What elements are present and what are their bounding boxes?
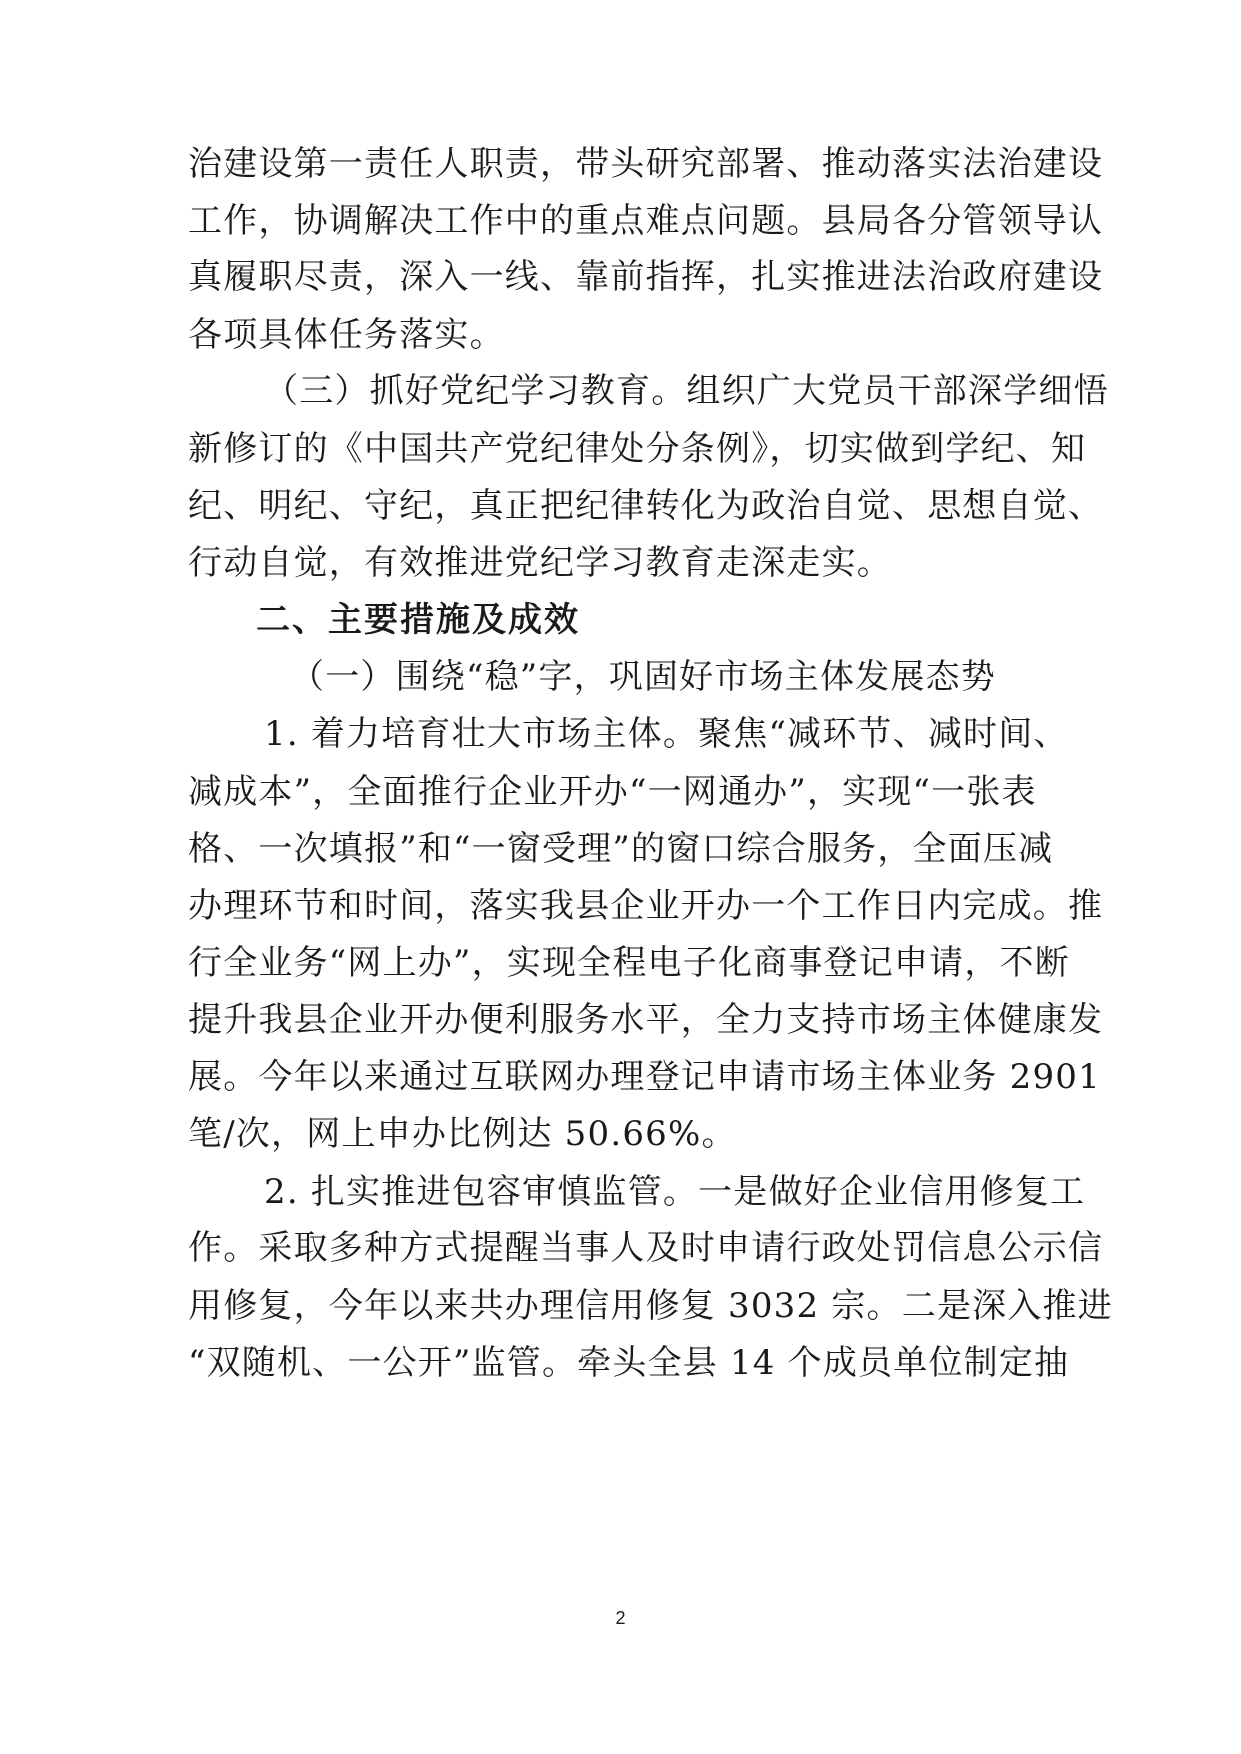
text-line: 笔/次，网上申办比例达 50.66%。 [188, 1114, 737, 1154]
text-line: 1. 着力培育壮大市场主体。聚焦“减环节、减时间、 [264, 714, 1069, 754]
text-line: 各项具体任务落实。 [188, 315, 505, 355]
text-line: 办理环节和时间，落实我县企业开办一个工作日内完成。推 [188, 886, 1104, 926]
text-line: 行全业务“网上办”，实现全程电子化商事登记申请，不断 [188, 943, 1070, 983]
text-line: （三）抓好党纪学习教育。组织广大党员干部深学细悟 [264, 371, 1109, 411]
text-line: 行动自觉，有效推进党纪学习教育走深走实。 [188, 543, 892, 583]
page-number: 2 [615, 1608, 626, 1628]
text-line: 纪、明纪、守纪，真正把纪律转化为政治自觉、思想自觉、 [188, 486, 1104, 526]
text-line: 2. 扎实推进包容审慎监管。一是做好企业信用修复工 [264, 1172, 1086, 1212]
subsection-heading: （一）围绕“稳”字，巩固好市场主体发展态势 [290, 657, 996, 697]
text-line: 提升我县企业开办便利服务水平，全力支持市场主体健康发 [188, 1000, 1104, 1040]
text-line: 治建设第一责任人职责，带头研究部署、推动落实法治建设 [188, 144, 1104, 184]
text-line: 展。今年以来通过互联网办理登记申请市场主体业务 2901 [188, 1057, 1101, 1097]
text-line: 作。采取多种方式提醒当事人及时申请行政处罚信息公示信 [188, 1228, 1104, 1268]
section-heading: 二、主要措施及成效 [256, 600, 580, 640]
text-line: 工作，协调解决工作中的重点难点问题。县局各分管领导认 [188, 201, 1104, 241]
text-line: “双随机、一公开”监管。牵头全县 14 个成员单位制定抽 [188, 1343, 1070, 1383]
text-line: 减成本”，全面推行企业开办“一网通办”，实现“一张表 [188, 772, 1037, 812]
text-line: 新修订的《中国共产党纪律处分条例》，切实做到学纪、知 [188, 429, 1087, 469]
text-line: 用修复，今年以来共办理信用修复 3032 宗。二是深入推进 [188, 1286, 1113, 1326]
text-line: 格、一次填报”和“一窗受理”的窗口综合服务，全面压减 [188, 829, 1054, 869]
text-line: 真履职尽责，深入一线、靠前指挥，扎实推进法治政府建设 [188, 257, 1104, 297]
